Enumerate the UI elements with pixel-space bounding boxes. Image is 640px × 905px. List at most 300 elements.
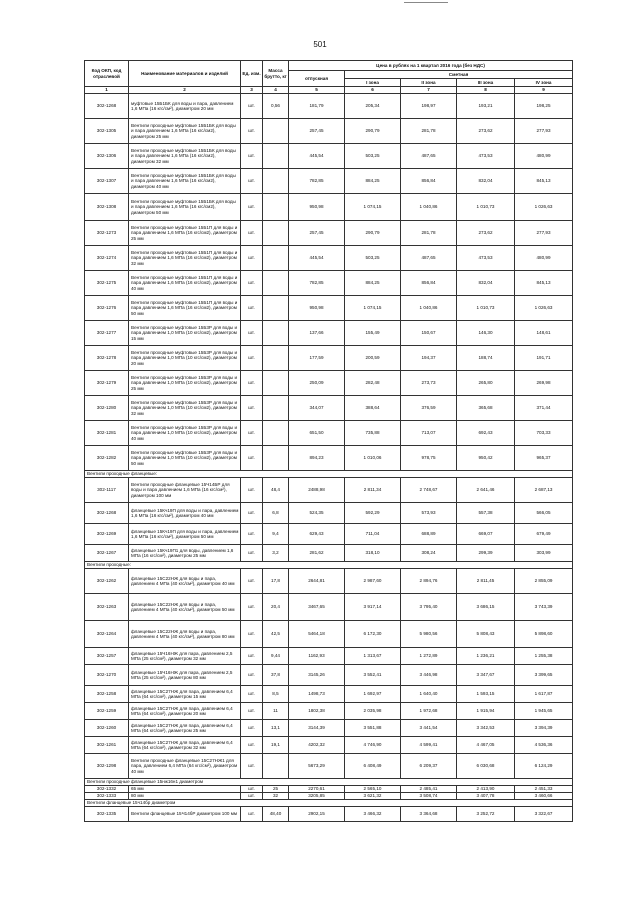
table-row [85, 346, 573, 371]
item-unit: шт. [241, 321, 263, 346]
item-mass [263, 194, 289, 221]
price-zone-3: 5 808,43 [457, 621, 515, 648]
price-zone-2: 281,78 [401, 119, 457, 144]
price-zone-4: 148,61 [515, 321, 573, 346]
item-code: 302-1273 [85, 221, 129, 246]
price-zone-2: 3 364,68 [401, 807, 457, 822]
item-mass [263, 321, 289, 346]
item-code: 302-1298 [85, 754, 129, 779]
price-zone-2: 150,67 [401, 321, 457, 346]
price-zone-1: 1 692,97 [345, 686, 401, 703]
price-zone-1: 884,25 [345, 169, 401, 194]
price-zone-2: 573,93 [401, 503, 457, 524]
price-zone-2: 281,78 [401, 221, 457, 246]
item-name: Вентили проходные муфтовые 15Б1БК для воды и пара давлением 1,6 МПа (16 кгс/см2), диаметром 25 мм [129, 119, 241, 144]
price-zone-4: 277,93 [515, 119, 573, 144]
item-unit: шт. [241, 421, 263, 446]
item-name: Вентили проходные муфтовые 15Б1БК для воды и пара давлением 1,6 МПа (16 кгс/см2), диаметром 50 мм [129, 194, 241, 221]
item-name: Вентили проходные муфтовые 15Б3Р для воды и пара давлением 1,0 МПа (10 кгс/см2), диаметром 15 мм [129, 321, 241, 346]
price-zone-1: 282,48 [345, 371, 401, 396]
column-number: 8 [457, 87, 515, 94]
column-number: 1 [85, 87, 129, 94]
item-code: 302-1333 [85, 793, 129, 800]
price-zone-2: 3 508,74 [401, 793, 457, 800]
price-zone-2: 713,07 [401, 421, 457, 446]
price-zone-3: 832,04 [457, 169, 515, 194]
price-zone-1: 1 010,06 [345, 446, 401, 471]
item-unit: шт. [241, 594, 263, 621]
price-zone-3: 1 236,21 [457, 648, 515, 665]
table-row [85, 503, 573, 524]
price-otpusknaya: 524,35 [289, 503, 345, 524]
price-zone-2: 978,75 [401, 446, 457, 471]
price-zone-1: 200,59 [345, 346, 401, 371]
item-name: Вентили проходные муфтовые 15Б3Р для воды и пара давлением 1,0 МПа (10 кгс/см2), диаметром 20 мм [129, 346, 241, 371]
item-mass: 9,44 [263, 648, 289, 665]
item-code: 302-1268 [85, 94, 129, 119]
table-row [85, 371, 573, 396]
item-unit: шт. [241, 194, 263, 221]
price-zone-4: 277,93 [515, 221, 573, 246]
section-title: Вентили фланцевые 15ч14бр диаметром [85, 800, 573, 807]
column-number: 4 [263, 87, 289, 94]
price-zone-3: 146,30 [457, 321, 515, 346]
price-otpusknaya: 4202,32 [289, 737, 345, 754]
item-unit: шт. [241, 786, 263, 793]
price-zone-1: 711,04 [345, 524, 401, 545]
item-mass [263, 221, 289, 246]
table-row [85, 478, 573, 503]
price-otpusknaya: 5464,18 [289, 621, 345, 648]
item-unit: шт. [241, 396, 263, 421]
item-name: Вентили проходные муфтовые 15Б1П для воды и пара давлением 1,6 МПа (16 кгс/см2), диаметром 40 мм [129, 271, 241, 296]
price-zone-3: 299,39 [457, 545, 515, 562]
price-zone-1: 205,34 [345, 94, 401, 119]
section-title: Вентили проходные фланцевые 15нж16н1 диаметром [85, 779, 573, 786]
price-zone-4: 1 255,38 [515, 648, 573, 665]
price-zone-1: 2 565,10 [345, 786, 401, 793]
price-zone-1: 3 551,88 [345, 720, 401, 737]
price-zone-3: 3 407,78 [457, 793, 515, 800]
price-zone-2: 6 209,37 [401, 754, 457, 779]
item-mass [263, 119, 289, 144]
price-zone-4: 2 451,33 [515, 786, 573, 793]
price-zone-1: 1 074,15 [345, 194, 401, 221]
item-name: Вентили проходные муфтовые 15Б1БК для воды и пара давлением 1,6 МПа (16 кгс/см2), диаметром 32 мм [129, 144, 241, 169]
column-number: 5 [289, 87, 345, 94]
price-zone-1: 3 621,32 [345, 793, 401, 800]
price-otpusknaya: 257,45 [289, 119, 345, 144]
price-zone-4: 371,44 [515, 396, 573, 421]
item-name: фланцевые 15Кч19П для воды и пара, давлением 1,6 МПа (16 кгс/см²), диаметром 40 мм [129, 503, 241, 524]
item-unit: шт. [241, 296, 263, 321]
price-otpusknaya: 782,85 [289, 169, 345, 194]
item-code: 302-1117 [85, 478, 129, 503]
price-zone-3: 3 342,53 [457, 720, 515, 737]
price-zone-2: 3 446,98 [401, 665, 457, 686]
price-otpusknaya: 3145,26 [289, 665, 345, 686]
item-code: 302-1276 [85, 296, 129, 321]
item-unit: шт. [241, 144, 263, 169]
item-unit: шт. [241, 524, 263, 545]
price-zone-4: 3 743,39 [515, 594, 573, 621]
table-row [85, 396, 573, 421]
item-mass [263, 371, 289, 396]
table-row [85, 524, 573, 545]
price-zone-4: 566,05 [515, 503, 573, 524]
table-row [85, 754, 573, 779]
table-row [85, 246, 573, 271]
item-unit: шт. [241, 648, 263, 665]
price-zone-3: 265,80 [457, 371, 515, 396]
item-code: 302-1280 [85, 396, 129, 421]
price-otpusknaya: 281,62 [289, 545, 345, 562]
table-row [85, 271, 573, 296]
item-mass: 8,5 [263, 686, 289, 703]
price-zone-2: 3 795,40 [401, 594, 457, 621]
item-mass [263, 346, 289, 371]
table-row [85, 793, 573, 800]
item-mass [263, 271, 289, 296]
price-zone-1: 2 035,98 [345, 703, 401, 720]
item-code: 302-1261 [85, 737, 129, 754]
price-zone-2: 2 894,76 [401, 569, 457, 594]
item-name: фланцевые 15С27НЖ для пара, давлением 6,4 МПа (64 кгс/см²), диаметром 25 мм [129, 720, 241, 737]
table-row [85, 169, 573, 194]
table-row [85, 665, 573, 686]
table-row [85, 594, 573, 621]
item-name: 80 мм [129, 793, 241, 800]
price-zone-4: 480,99 [515, 144, 573, 169]
price-zone-4: 3 394,39 [515, 720, 573, 737]
price-zone-2: 5 980,56 [401, 621, 457, 648]
item-code: 302-1270 [85, 665, 129, 686]
item-unit: шт. [241, 665, 263, 686]
price-zone-1: 388,64 [345, 396, 401, 421]
header-smetnaya: Сметная [345, 71, 573, 79]
price-zone-1: 1 074,15 [345, 296, 401, 321]
item-unit: шт. [241, 346, 263, 371]
price-zone-1: 290,79 [345, 119, 401, 144]
item-name: Вентили фланцевые 15Ч14бР диаметром 100 мм [129, 807, 241, 822]
price-otpusknaya: 445,54 [289, 246, 345, 271]
item-mass [263, 446, 289, 471]
price-zone-3: 473,53 [457, 144, 515, 169]
item-code: 302-1277 [85, 321, 129, 346]
price-zone-1: 592,29 [345, 503, 401, 524]
item-unit: шт. [241, 503, 263, 524]
price-zone-3: 2 413,90 [457, 786, 515, 793]
item-code: 302-1275 [85, 271, 129, 296]
item-mass [263, 296, 289, 321]
item-code: 302-1279 [85, 371, 129, 396]
price-zone-2: 1 640,40 [401, 686, 457, 703]
section-row [85, 800, 573, 807]
item-unit: шт. [241, 246, 263, 271]
price-zone-4: 191,71 [515, 346, 573, 371]
table-row [85, 446, 573, 471]
price-zone-1: 290,79 [345, 221, 401, 246]
item-mass [263, 144, 289, 169]
table-row [85, 703, 573, 720]
item-code: 302-1278 [85, 346, 129, 371]
price-zone-1: 884,25 [345, 271, 401, 296]
price-zone-4: 5 898,60 [515, 621, 573, 648]
item-mass [263, 396, 289, 421]
price-otpusknaya: 2270,61 [289, 786, 345, 793]
item-unit: шт. [241, 621, 263, 648]
price-otpusknaya: 3205,85 [289, 793, 345, 800]
price-zone-4: 6 124,29 [515, 754, 573, 779]
table-row [85, 296, 573, 321]
price-zone-2: 273,73 [401, 371, 457, 396]
price-zone-3: 2 641,46 [457, 478, 515, 503]
price-otpusknaya: 3467,65 [289, 594, 345, 621]
item-unit: шт. [241, 737, 263, 754]
price-zone-1: 503,25 [345, 144, 401, 169]
item-name: Вентили проходные муфтовые 15Б3Р для воды и пара давлением 1,0 МПа (10 кгс/см2), диаметром 50 мм [129, 446, 241, 471]
price-zone-1: 6 172,30 [345, 621, 401, 648]
item-code: 302-1260 [85, 720, 129, 737]
price-zone-3: 4 467,05 [457, 737, 515, 754]
price-zone-4: 480,99 [515, 246, 573, 271]
item-name: фланцевые 15С22НЖ для воды и пара, давлением 4 МПа (40 кгс/см²), диаметром 40 мм [129, 569, 241, 594]
price-zone-2: 1 972,68 [401, 703, 457, 720]
price-zone-4: 303,99 [515, 545, 573, 562]
item-name: 65 мм [129, 786, 241, 793]
item-code: 302-1269 [85, 524, 129, 545]
item-mass: 48,40 [263, 807, 289, 822]
price-zone-3: 1 010,73 [457, 296, 515, 321]
item-name: Вентили проходные муфтовые 15Б3Р для воды и пара давлением 1,0 МПа (10 кгс/см2), диаметром 25 мм [129, 371, 241, 396]
header-zone-4: IV зона [515, 79, 573, 87]
price-zone-1: 3 466,32 [345, 807, 401, 822]
item-code: 302-1274 [85, 246, 129, 271]
item-mass: 42,5 [263, 621, 289, 648]
column-number: 2 [129, 87, 241, 94]
price-zone-2: 376,59 [401, 396, 457, 421]
item-name: фланцевые 15С27НЖ для пара, давлением 6,4 МПа (64 кгс/см²), диаметром 32 мм [129, 737, 241, 754]
price-zone-1: 735,88 [345, 421, 401, 446]
price-zone-2: 308,24 [401, 545, 457, 562]
price-zone-2: 1 272,89 [401, 648, 457, 665]
item-code: 302-1281 [85, 421, 129, 446]
price-zone-2: 487,65 [401, 246, 457, 271]
item-mass: 20,4 [263, 594, 289, 621]
item-unit: шт. [241, 807, 263, 822]
table-row [85, 119, 573, 144]
item-unit: шт. [241, 545, 263, 562]
price-zone-1: 503,25 [345, 246, 401, 271]
price-zone-1: 2 987,60 [345, 569, 401, 594]
price-zone-1: 4 746,90 [345, 737, 401, 754]
item-unit: шт. [241, 754, 263, 779]
item-code: 302-1258 [85, 686, 129, 703]
table-row [85, 421, 573, 446]
item-name: Вентили проходные муфтовые 15Б3Р для воды и пара давлением 1,0 МПа (10 кгс/см2), диаметром 32 мм [129, 396, 241, 421]
item-code: 302-1307 [85, 169, 129, 194]
item-mass [263, 421, 289, 446]
table-row [85, 144, 573, 169]
item-mass: 13,1 [263, 720, 289, 737]
price-zone-3: 188,74 [457, 346, 515, 371]
item-unit: шт. [241, 686, 263, 703]
item-unit: шт. [241, 221, 263, 246]
price-zone-2: 487,65 [401, 144, 457, 169]
price-zone-2: 4 599,41 [401, 737, 457, 754]
section-title: Вентили проходные: [85, 562, 573, 569]
price-otpusknaya: 137,66 [289, 321, 345, 346]
price-zone-3: 3 252,72 [457, 807, 515, 822]
table-row [85, 321, 573, 346]
price-zone-4: 1 945,65 [515, 703, 573, 720]
item-unit: шт. [241, 720, 263, 737]
price-zone-4: 4 536,36 [515, 737, 573, 754]
price-zone-4: 703,33 [515, 421, 573, 446]
price-otpusknaya: 1162,93 [289, 648, 345, 665]
item-name: фланцевые 15С27НЖ для пара, давлением 6,4 МПа (64 кгс/см²), диаметром 15 мм [129, 686, 241, 703]
item-mass: 32 [263, 793, 289, 800]
item-code: 302-1263 [85, 594, 129, 621]
price-zone-3: 1 915,94 [457, 703, 515, 720]
item-code: 302-1306 [85, 144, 129, 169]
price-zone-3: 3 347,67 [457, 665, 515, 686]
price-zone-2: 856,84 [401, 271, 457, 296]
table-row [85, 621, 573, 648]
table-row [85, 807, 573, 822]
price-zone-3: 1 010,73 [457, 194, 515, 221]
section-row [85, 471, 573, 478]
header-zone-1: I зона [345, 79, 401, 87]
price-zone-4: 845,13 [515, 169, 573, 194]
price-otpusknaya: 2488,98 [289, 478, 345, 503]
header-mass: Масса брутто, кг [263, 61, 289, 87]
item-code: 302-1282 [85, 446, 129, 471]
item-name: Вентили проходные муфтовые 15Б1П для воды и пара давлением 1,6 МПа (16 кгс/см2), диаметром 50 мм [129, 296, 241, 321]
item-mass: 11 [263, 703, 289, 720]
price-zone-2: 3 441,54 [401, 720, 457, 737]
price-zone-3: 692,43 [457, 421, 515, 446]
price-zone-4: 1 026,63 [515, 296, 573, 321]
item-code: 302-1257 [85, 648, 129, 665]
price-zone-1: 3 552,41 [345, 665, 401, 686]
item-code: 302-1308 [85, 194, 129, 221]
item-name: фланцевые 15Кч19П1 для воды, давлением 1,6 МПа (16 кгс/см²), диаметром 25 мм [129, 545, 241, 562]
price-zone-1: 3 917,14 [345, 594, 401, 621]
item-mass: 6,8 [263, 503, 289, 524]
item-unit: шт. [241, 169, 263, 194]
item-mass: 48,4 [263, 478, 289, 503]
price-zone-4: 679,49 [515, 524, 573, 545]
price-zone-3: 473,53 [457, 246, 515, 271]
item-mass [263, 169, 289, 194]
item-mass [263, 246, 289, 271]
price-otpusknaya: 445,54 [289, 144, 345, 169]
price-otpusknaya: 950,98 [289, 194, 345, 221]
price-otpusknaya: 181,79 [289, 94, 345, 119]
item-name: Вентили проходные муфтовые 15Б1П для воды и пара давлением 1,6 МПа (16 кгс/см2), диаметром 25 мм [129, 221, 241, 246]
item-mass: 0,56 [263, 94, 289, 119]
price-otpusknaya: 250,09 [289, 371, 345, 396]
price-zone-3: 832,04 [457, 271, 515, 296]
price-otpusknaya: 629,43 [289, 524, 345, 545]
item-name: фланцевые 15Ч16НЖ для пара, давлением 2,5 МПа (25 кгс/см²), диаметром 32 мм [129, 648, 241, 665]
price-zone-2: 688,89 [401, 524, 457, 545]
item-name: фланцевые 15Кч19П для воды и пара, давлением 1,6 МПа (16 кгс/см²), диаметром 50 мм [129, 524, 241, 545]
price-zone-2: 856,84 [401, 169, 457, 194]
price-zone-3: 1 593,15 [457, 686, 515, 703]
price-zone-3: 2 811,45 [457, 569, 515, 594]
item-code: 302-1305 [85, 119, 129, 144]
price-zone-1: 2 811,34 [345, 478, 401, 503]
table-row [85, 686, 573, 703]
item-unit: шт. [241, 371, 263, 396]
item-name: фланцевые 15С22НЖ для воды и пара, давлением 4 МПа (40 кгс/см²), диаметром 80 мм [129, 621, 241, 648]
item-unit: шт. [241, 446, 263, 471]
item-name: Вентили проходные фланцевые 15С27НЖ1 для пара, давлением 6,4 МПа (64 кгс/см²), диаметром 40 мм [129, 754, 241, 779]
item-name: Вентили проходные муфтовые 15Б3Р для воды и пара давлением 1,0 МПа (10 кгс/см2), диаметром 40 мм [129, 421, 241, 446]
price-zone-4: 845,13 [515, 271, 573, 296]
price-zone-4: 3 399,65 [515, 665, 573, 686]
item-code: 302-1332 [85, 786, 129, 793]
price-zone-1: 318,10 [345, 545, 401, 562]
column-number-row [85, 87, 573, 94]
price-otpusknaya: 950,98 [289, 296, 345, 321]
item-unit: шт. [241, 793, 263, 800]
price-zone-4: 269,98 [515, 371, 573, 396]
item-unit: шт. [241, 94, 263, 119]
item-name: фланцевые 15С22НЖ для воды и пара, давлением 4 МПа (40 кгс/см²), диаметром 50 мм [129, 594, 241, 621]
price-zone-3: 669,07 [457, 524, 515, 545]
price-otpusknaya: 2644,81 [289, 569, 345, 594]
table-row [85, 648, 573, 665]
table-row [85, 569, 573, 594]
header-price-title: Цена в рублях на 1 квартал 2016 года (без НДС) [289, 61, 573, 71]
price-otpusknaya: 2902,15 [289, 807, 345, 822]
item-code: 302-1335 [85, 807, 129, 822]
header-zone-2: II зона [401, 79, 457, 87]
item-mass: 37,8 [263, 665, 289, 686]
price-zone-3: 557,38 [457, 503, 515, 524]
item-code: 302-1268 [85, 503, 129, 524]
price-zone-2: 194,37 [401, 346, 457, 371]
item-mass: 9,4 [263, 524, 289, 545]
price-table [84, 60, 573, 822]
header-unit: Ед. изм. [241, 61, 263, 87]
item-mass: 25 [263, 786, 289, 793]
item-name: муфтовые 15Б1БК для воды и пара, давлением 1,6 МПа (16 кгс/см²), диаметром 20 мм [129, 94, 241, 119]
item-unit: шт. [241, 478, 263, 503]
price-zone-3: 3 686,15 [457, 594, 515, 621]
item-mass [263, 754, 289, 779]
price-otpusknaya: 651,50 [289, 421, 345, 446]
table-row [85, 786, 573, 793]
item-code: 302-1259 [85, 703, 129, 720]
item-name: Вентили проходные муфтовые 15Б1БК для воды и пара давлением 1,6 МПа (16 кгс/см2), диаметром 40 мм [129, 169, 241, 194]
price-otpusknaya: 3144,39 [289, 720, 345, 737]
table-row [85, 737, 573, 754]
price-zone-2: 1 040,86 [401, 194, 457, 221]
item-unit: шт. [241, 569, 263, 594]
section-row [85, 562, 573, 569]
table-row [85, 221, 573, 246]
column-number: 9 [515, 87, 573, 94]
price-zone-4: 1 026,63 [515, 194, 573, 221]
price-zone-2: 1 040,86 [401, 296, 457, 321]
price-zone-3: 193,21 [457, 94, 515, 119]
price-zone-4: 965,37 [515, 446, 573, 471]
item-mass: 17,8 [263, 569, 289, 594]
